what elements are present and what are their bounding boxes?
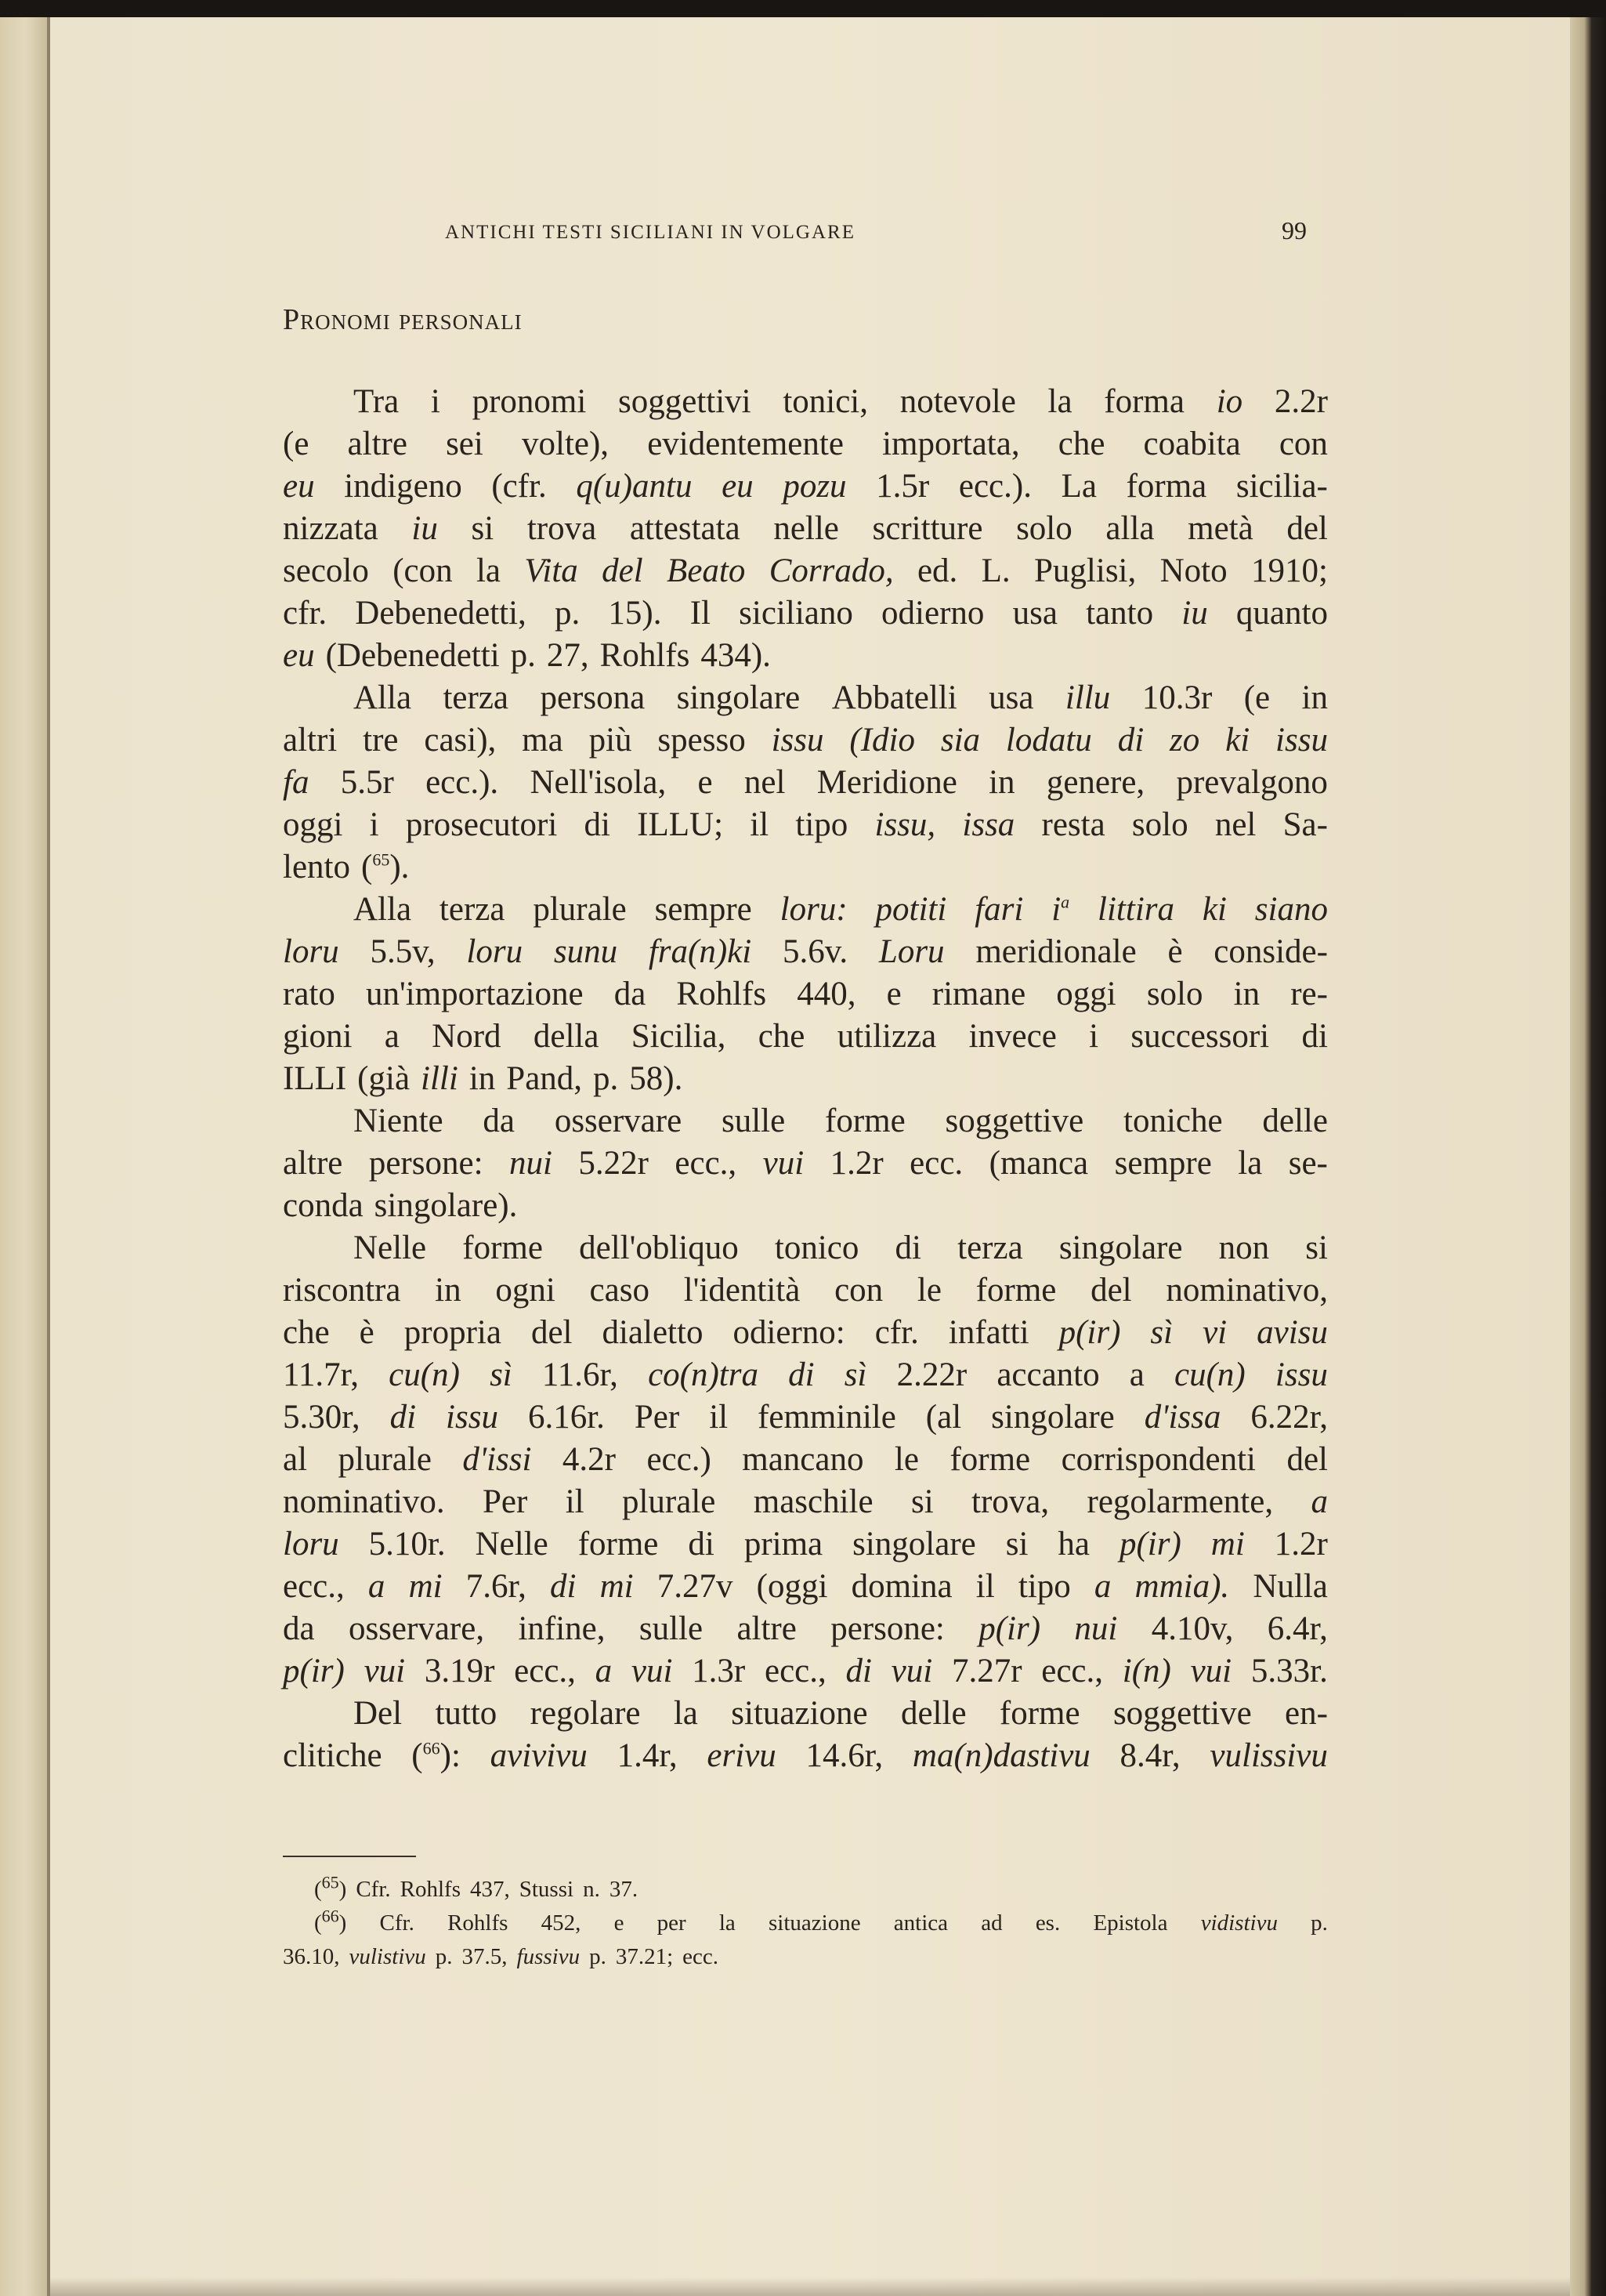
text-line: eu (Debenedetti p. 27, Rohlfs 434). (283, 637, 771, 674)
text-line: fa 5.5r ecc.). Nell'isola, e nel Meridione in genere, prevalgono (283, 764, 1328, 801)
text-line: nizzata iu si trova attestata nelle scritture solo alla metà del (283, 510, 1328, 547)
text-line: oggi i prosecutori di ILLU; il tipo issu, issa resta solo nel Sa- (283, 806, 1328, 843)
text-line: nominativo. Per il plurale maschile si trova, regolarmente, a (283, 1483, 1328, 1520)
text-line: p(ir) vui 3.19r ecc., a vui 1.3r ecc., di vui 7.27r ecc., i(n) vui 5.33r. (283, 1653, 1328, 1689)
text-line: da osservare, infine, sulle altre persone: p(ir) nui 4.10v, 6.4r, (283, 1610, 1328, 1647)
footnotes (283, 1873, 1328, 1974)
footnote: ($^{66}$) Cfr. Rohlfs 452, e per la situazione antica ad es. Epistola vidistivu p. (314, 1906, 1328, 1936)
text-line: (e altre sei volte), evidentemente importata, che coabita con (283, 426, 1328, 462)
text-line: Niente da osservare sulle forme soggettive toniche delle (353, 1103, 1328, 1139)
text-line: gioni a Nord della Sicilia, che utilizza invece i successori di (283, 1018, 1328, 1055)
section-title: Pronomi personali (283, 303, 523, 336)
text-line: altri tre casi), ma più spesso issu (Idio sia lodatu di zo ki issu (283, 722, 1328, 759)
footnote-separator (283, 1856, 416, 1857)
text-line: Del tutto regolare la situazione delle forme soggettive en- (353, 1695, 1328, 1732)
text-line: loru 5.10r. Nelle forme di prima singolare si ha p(ir) mi 1.2r (283, 1526, 1328, 1563)
text-line: conda singolare). (283, 1187, 518, 1224)
facing-page-edge (0, 17, 47, 2296)
running-head: ANTICHI TESTI SICILIANI IN VOLGARE (445, 222, 855, 243)
body-text (283, 381, 1328, 1777)
text-line: clitiche ($^{66}$): avivivu 1.4r, erivu 14.6r, ma(n)dastivu 8.4r, vulissivu (283, 1737, 1328, 1774)
text-line: 11.7r, cu(n) sì 11.6r, co(n)tra di sì 2.22r accanto a cu(n) issu (283, 1356, 1328, 1393)
text-line: loru 5.5v, loru sunu fra(n)ki 5.6v. Loru meridionale è conside- (283, 933, 1328, 970)
text-line: cfr. Debenedetti, p. 15). Il siciliano odierno usa tanto iu quanto (283, 595, 1328, 632)
scan-top-edge (0, 0, 1606, 17)
text-line: che è propria del dialetto odierno: cfr. infatti p(ir) sì vi avisu (283, 1314, 1328, 1351)
text-line: Nelle forme dell'obliquo tonico di terza singolare non si (353, 1229, 1328, 1266)
page-bottom-shadow (50, 2277, 1570, 2296)
text-line: lento ($^{65}$). (283, 849, 410, 885)
footnote: ($^{65}$) Cfr. Rohlfs 437, Stussi n. 37. (314, 1872, 638, 1902)
footnote-continuation: 36.10, vulistivu p. 37.5, fussivu p. 37.21; ecc. (283, 1944, 719, 1969)
text-line: riscontra in ogni caso l'identità con le forme del nominativo, (283, 1272, 1328, 1309)
text-line: Alla terza plurale sempre loru: potiti fari $i^a$ littira ki siano (353, 891, 1328, 928)
text-line: ecc., a mi 7.6r, di mi 7.27v (oggi domina il tipo a mmia). Nulla (283, 1568, 1328, 1605)
text-line: ILLI (già illi in Pand, p. 58). (283, 1060, 683, 1097)
text-line: al plurale d'issi 4.2r ecc.) mancano le forme corrispondenti del (283, 1441, 1328, 1478)
text-line: eu indigeno (cfr. q(u)antu eu pozu 1.5r ecc.). La forma sicilia- (283, 468, 1328, 505)
text-line: rato un'importazione da Rohlfs 440, e rimane oggi solo in re- (283, 976, 1328, 1012)
page-right-edge (1570, 17, 1606, 2296)
text-line: 5.30r, di issu 6.16r. Per il femminile (al singolare d'issa 6.22r, (283, 1399, 1328, 1436)
page-number: 99 (1282, 216, 1307, 244)
text-line: Tra i pronomi soggettivi tonici, notevole la forma io 2.2r (353, 383, 1328, 420)
text-line: altre persone: nui 5.22r ecc., vui 1.2r ecc. (manca sempre la se- (283, 1145, 1328, 1182)
text-line: Alla terza persona singolare Abbatelli usa illu 10.3r (e in (353, 679, 1328, 716)
text-line: secolo (con la Vita del Beato Corrado, ed. L. Puglisi, Noto 1910; (283, 552, 1328, 589)
